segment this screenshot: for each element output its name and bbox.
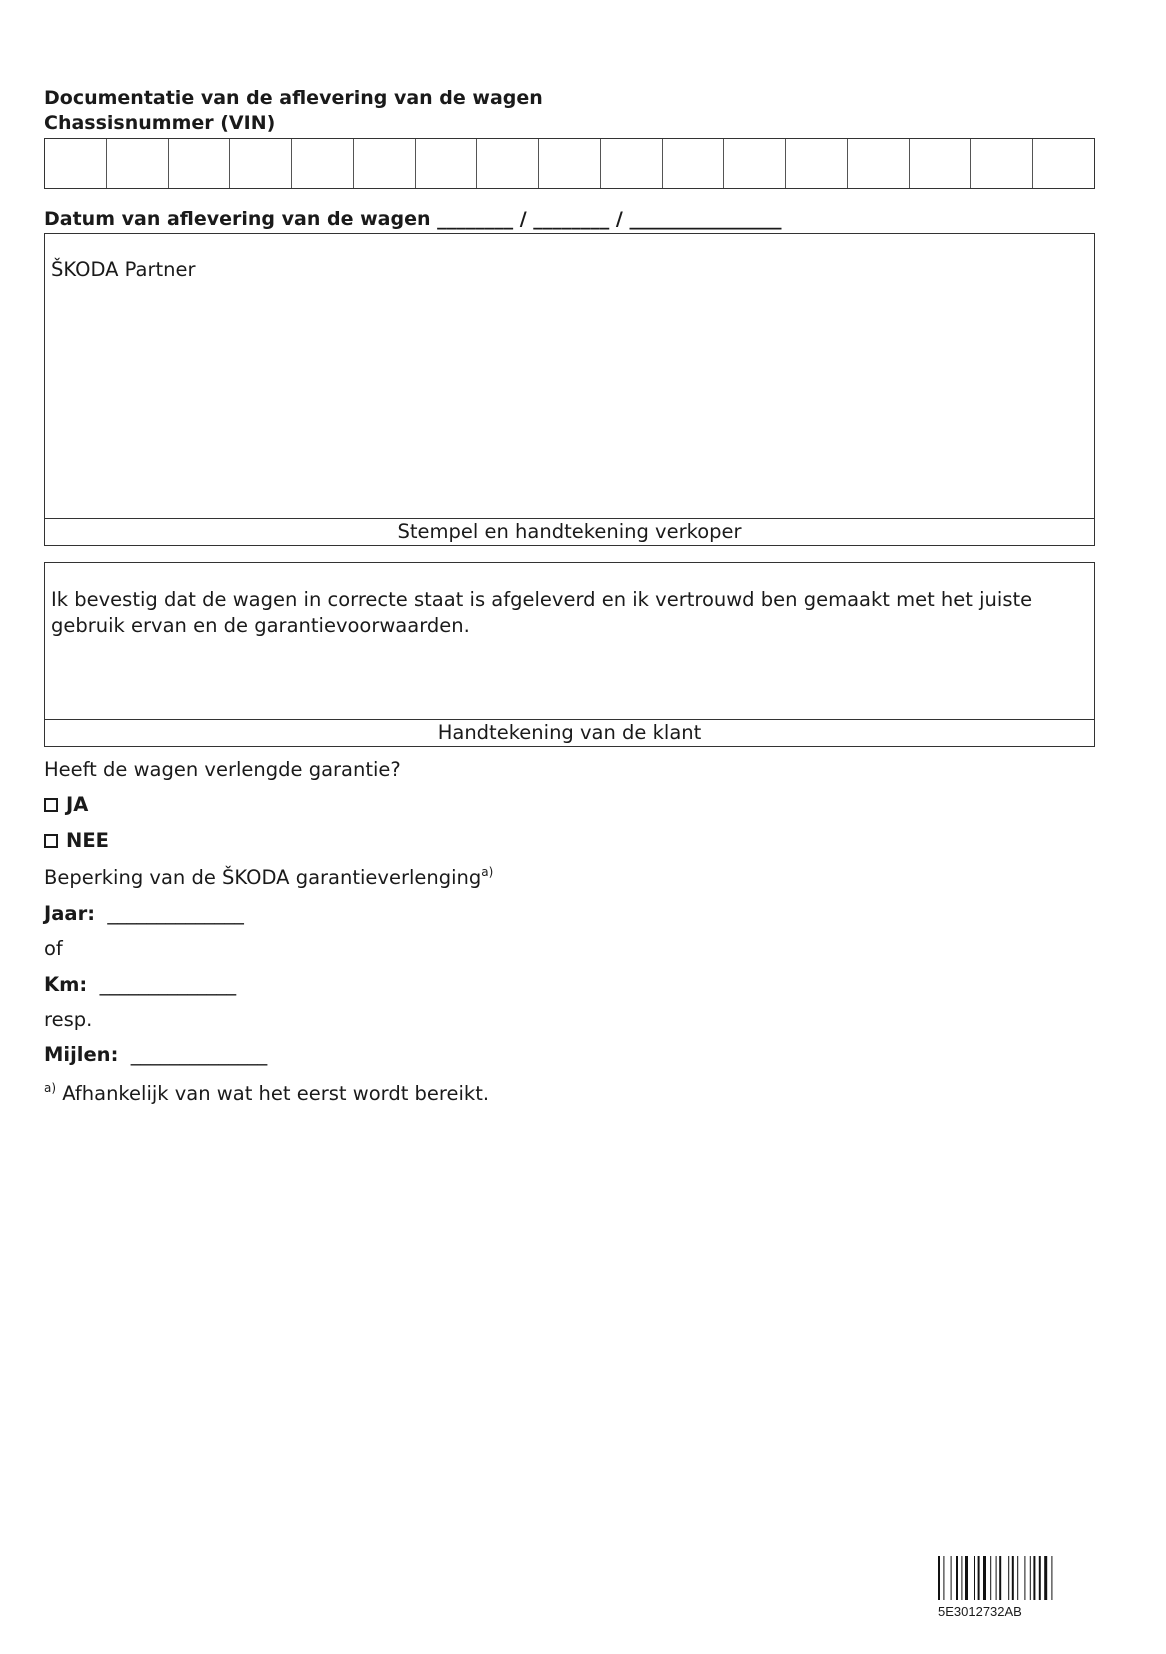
option-ja-label: JA <box>66 793 89 816</box>
option-ja[interactable] <box>44 793 88 817</box>
vin-cell[interactable] <box>910 139 972 188</box>
footnote-marker: a) <box>44 1081 57 1095</box>
vin-cell[interactable] <box>1033 139 1094 188</box>
customer-box-footer: Handtekening van de klant <box>45 719 1094 746</box>
miles-blank[interactable]: ______________ <box>130 1043 268 1066</box>
barcode-graphic <box>938 1556 1096 1600</box>
option-nee[interactable] <box>44 829 109 853</box>
vin-cell[interactable] <box>45 139 107 188</box>
limitation-text: Beperking van de ŠKODA garantieverlenging <box>44 866 482 889</box>
vin-cell[interactable] <box>848 139 910 188</box>
vin-cell[interactable] <box>786 139 848 188</box>
vin-cell[interactable] <box>230 139 292 188</box>
vin-grid[interactable] <box>44 138 1095 189</box>
footnote-ref: a) <box>481 865 494 879</box>
vin-cell[interactable] <box>724 139 786 188</box>
km-line[interactable] <box>44 973 236 997</box>
footnote-text: Afhankelijk van wat het eerst wordt bereikt. <box>62 1082 490 1105</box>
checkbox-nee[interactable] <box>44 834 58 848</box>
vin-cell[interactable] <box>539 139 601 188</box>
checkbox-ja[interactable] <box>44 798 58 812</box>
km-blank[interactable]: ______________ <box>99 973 237 996</box>
vin-cell[interactable] <box>663 139 725 188</box>
miles-label: Mijlen: <box>44 1043 119 1066</box>
vin-cell[interactable] <box>107 139 169 188</box>
km-label: Km: <box>44 973 88 996</box>
barcode-number: 5E3012732AB <box>938 1604 1022 1619</box>
vin-cell[interactable] <box>601 139 663 188</box>
vin-cell[interactable] <box>971 139 1033 188</box>
vin-cell[interactable] <box>169 139 231 188</box>
vin-cell[interactable] <box>477 139 539 188</box>
seller-box-footer: Stempel en handtekening verkoper <box>45 518 1094 545</box>
or-text: of <box>44 937 63 960</box>
seller-stamp-box[interactable] <box>44 233 1095 546</box>
delivery-date-line[interactable]: Datum van aflevering van de wagen ________ / ________ / ________________ <box>44 208 782 230</box>
year-line[interactable] <box>44 902 244 926</box>
limitation-line <box>44 866 493 890</box>
option-nee-label: NEE <box>66 829 109 852</box>
warranty-question: Heeft de wagen verlengde garantie? <box>44 758 401 781</box>
vin-cell[interactable] <box>292 139 354 188</box>
year-label: Jaar: <box>44 902 95 925</box>
miles-line[interactable] <box>44 1043 267 1067</box>
vin-cell[interactable] <box>354 139 416 188</box>
footnote <box>44 1082 489 1106</box>
customer-box-text: Ik bevestig dat de wagen in correcte staat is afgeleverd en ik vertrouwd ben gemaakt met het juiste gebruik ervan en de garantievoorwaarden. <box>51 588 1033 637</box>
vin-label: Chassisnummer (VIN) <box>44 112 276 134</box>
vin-cell[interactable] <box>416 139 478 188</box>
customer-signature-box[interactable] <box>44 562 1095 747</box>
resp-text: resp. <box>44 1008 93 1031</box>
seller-box-text: ŠKODA Partner <box>51 258 196 281</box>
year-blank[interactable]: ______________ <box>107 902 244 925</box>
document-title: Documentatie van de aflevering van de wagen <box>44 87 543 109</box>
